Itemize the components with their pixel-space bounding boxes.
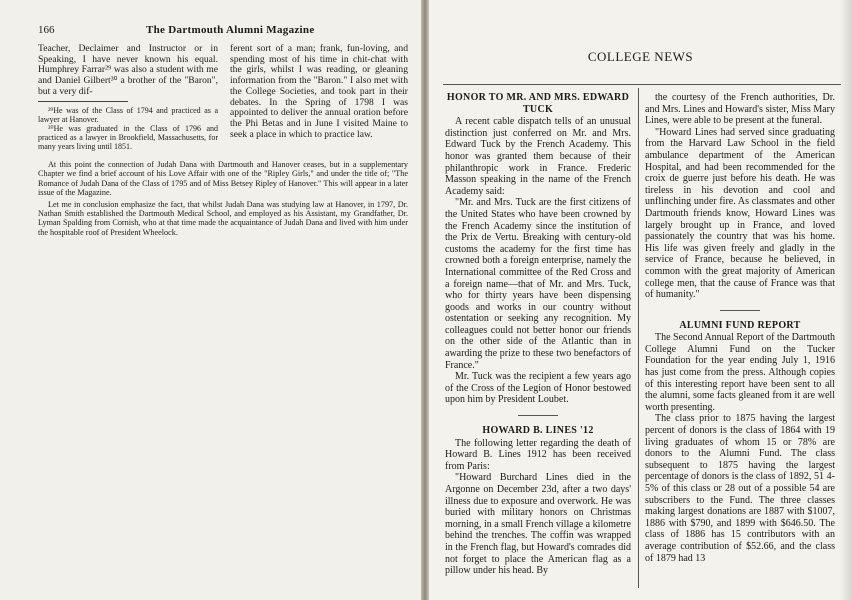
article-paragraph: "Howard Lines had served since graduating from the Harvard Law School in the field ambulance department of the American Hospital, and had been recommended for the croix de guerre just before his death. He was tireless in his devotion and cool and unflinching under fire. As classmates and other Dartmouth friends know, Howard Lines was largely brought up in France, and loved passionately the country that was his home. His life was given freely and gladly in the service of France, because he believed, in common with the great majority of American college men, that the cause of France was that of humanity." bbox=[645, 126, 835, 301]
page-number: 166 bbox=[38, 24, 55, 36]
article-paragraph: "Howard Burchard Lines died in the Argonne on December 23d, after a two days' illness due to exposure and overwork. He was buried with military honors on Christmas morning, in a small French village a kilometre behind the trenches. The coffin was wrapped in the French flag, but Howard's comrades did not forget to place the American flag as a pillow under his head. By bbox=[445, 472, 631, 577]
right-column bbox=[230, 44, 408, 140]
note-paragraph: Let me in conclusion emphasize the fact, that whilst Judah Dana was studying law at Hanover, in 1797, Dr. Nathan Smith established the Dartmouth Medical School, and employed as his Assistant, my Grandfather, Dr. Lyman Spalding from Cornish, who at that time made the acquaintance of Judah Dana and lived with him under the hospitable roof of President Wheelock. bbox=[38, 199, 408, 237]
column-rule bbox=[638, 88, 639, 588]
closing-note bbox=[38, 160, 408, 237]
article-paragraph: The Second Annual Report of the Dartmouth College Alumni Fund on the Tucker Foundation for the year ending July 1, 1916 has just come from the press. Although copies of this interesting report have been sent to all the alumni, some facts gleaned from it are well worth presenting. bbox=[645, 332, 835, 413]
section-title: COLLEGE NEWS bbox=[587, 49, 694, 64]
left-page bbox=[0, 0, 421, 600]
article-paragraph: Mr. Tuck was the recipient a few years ago of the Cross of the Legion of Honor bestowed upon him by President Loubet. bbox=[445, 371, 631, 406]
article-divider bbox=[518, 415, 558, 416]
article-heading: HOWARD B. LINES '12 bbox=[482, 425, 594, 437]
article-paragraph: "Mr. and Mrs. Tuck are the first citizens of the United States who have been crowned by the French Academy since the institution of the Prix de Vertu. Breaking with century-old customs the academy for the first time has crowned both a foreign enterprise, namely the International committee of the Red Cross and a foreign name—that of Mr. and Mrs. Tuck, who for thirty years have been dispensing goods and works in our country without ostentation or seeking any recognition. My colleagues could not better honor our friends on the other side of the Atlantic than in awarding the prize to these two benefactors of France." bbox=[445, 197, 631, 371]
footnote-divider bbox=[38, 101, 128, 102]
news-left-column bbox=[445, 92, 631, 577]
header-rule bbox=[443, 84, 841, 85]
body-paragraph: Teacher, Declaimer and Instructor or in Speaking, I have never known his equal. Humphrey Farrar²⁹ was also a student with me and Daniel Gilbert³⁰ a brother of the "Baron", but a very dif- bbox=[38, 43, 218, 97]
news-right-column bbox=[645, 92, 835, 564]
body-paragraph: ferent sort of a man; frank, fun-loving, and spending most of his time in chit-chat with the girls, whilst I was reading, or gleaning information from the "Baron." I also met with the College Societies, and took part in their debates. In the Spring of 1798 I was appointed to deliver the annual oration before the Phi Betas and in June I visited Maine to seek a place in which to practice law. bbox=[230, 43, 408, 140]
article-paragraph: the courtesy of the French authorities, Dr. and Mrs. Lines and Howard's sister, Miss Mary Lines, were able to be present at the funeral. bbox=[645, 92, 835, 127]
book-gutter bbox=[421, 0, 429, 600]
article-divider bbox=[720, 310, 760, 311]
left-column bbox=[38, 44, 218, 151]
article-paragraph: The class prior to 1875 having the largest percent of donors is the class of 1864 with 19 living graduates of whom 15 or 78% are donors to the Alumni Fund. The class subsequent to 1875 having the largest percentage of donors is the class of 1892, 51 4-5% of this class or 28 out of a possible 54 are subscribers to the Fund. The three classes making largest donations are 1887 with $1007, 1886 with $790, and 1899 with $646.50. The class of 1886 has 15 contributors with an average contribution of $52.66, and the class of 1879 had 13 bbox=[645, 413, 835, 564]
right-page bbox=[429, 0, 852, 600]
running-title: The Dartmouth Alumni Magazine bbox=[146, 24, 315, 36]
footnote: ²⁹He was of the Class of 1794 and practiced as a lawyer at Hanover. bbox=[38, 105, 218, 124]
article-paragraph: A recent cable dispatch tells of an unusual distinction just conferred on Mr. and Mrs. Edward Tuck by the French Academy. This honor was granted them because of their philanthropic work in France. Frederic Masson speaking in the name of the French Academy said: bbox=[445, 116, 631, 197]
article-heading: ALUMNI FUND REPORT bbox=[679, 319, 801, 331]
article-heading: HONOR TO MR. AND MRS. EDWARD TUCK bbox=[446, 92, 630, 115]
note-paragraph: At this point the connection of Judah Dana with Dartmouth and Hanover ceases, but in a supplementary Chapter we find a brief account of his Love Affair with one of the "Ripley Girls," and under the title of; "The Romance of Judah Dana of the Class of 1795 and of Miss Betsey Ripley of Hanover." This will appear in a later issue of the Magazine. bbox=[38, 160, 408, 198]
footnote: ³⁰He was graduated in the Class of 1796 and practiced as a lawyer in Brookfield, Massachusetts, for many years living until 1851. bbox=[38, 123, 218, 151]
article-paragraph: The following letter regarding the death of Howard B. Lines 1912 has been received from Paris: bbox=[445, 437, 631, 472]
page-edge-shadow bbox=[840, 0, 852, 600]
